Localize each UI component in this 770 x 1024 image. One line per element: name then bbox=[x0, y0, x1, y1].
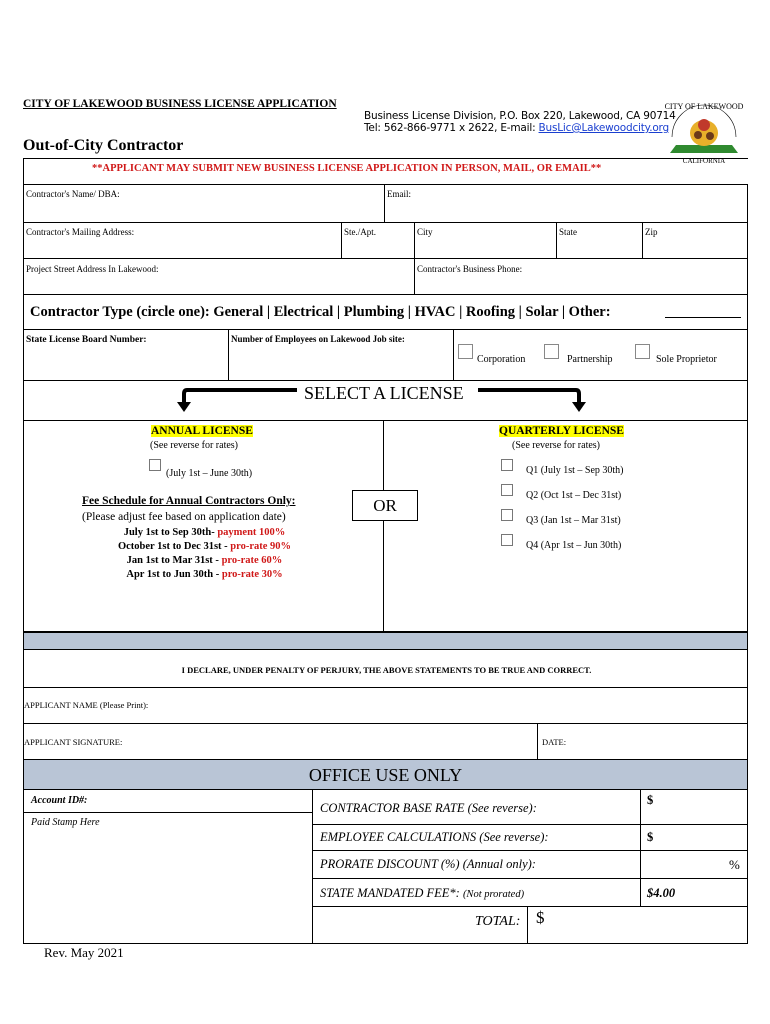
select-license-banner bbox=[23, 380, 748, 421]
dollar-sign: $ bbox=[647, 793, 654, 807]
dollar-sign: $ bbox=[647, 830, 654, 844]
left-arrow-icon bbox=[175, 386, 300, 414]
applicant-signature-field[interactable] bbox=[23, 723, 538, 760]
project-address-field[interactable] bbox=[23, 258, 415, 295]
quarterly-license-title: QUARTERLY LICENSE bbox=[499, 425, 624, 437]
q1-checkbox[interactable] bbox=[501, 459, 513, 471]
license-board-field[interactable] bbox=[23, 329, 229, 381]
base-rate-row bbox=[312, 789, 641, 825]
q3-label: Q3 (Jan 1st – Mar 31st) bbox=[526, 515, 621, 526]
employee-calc-row bbox=[312, 824, 641, 851]
declaration-text: I DECLARE, UNDER PENALTY OF PERJURY, THE ABOVE STATEMENTS TO BE TRUE AND CORRECT. bbox=[181, 665, 592, 675]
total-label: TOTAL: bbox=[475, 914, 521, 929]
fee-row: October 1st to Dec 31st - pro-rate 90% bbox=[117, 541, 292, 552]
division-address: Business License Division, P.O. Box 220, Lakewood, CA 90714 bbox=[364, 110, 676, 122]
annual-see-rates: (See reverse for rates) bbox=[150, 440, 239, 451]
business-phone-label: Contractor's Business Phone: bbox=[417, 264, 523, 274]
applicant-signature-label: APPLICANT SIGNATURE: bbox=[24, 737, 123, 747]
prorate-row bbox=[312, 850, 641, 879]
state-fee-amount: $4.00 bbox=[647, 886, 676, 900]
accent-band bbox=[23, 632, 748, 650]
sole-proprietor-label: Sole Proprietor bbox=[656, 354, 717, 365]
submission-notice: **APPLICANT MAY SUBMIT NEW BUSINESS LICENSE APPLICATION IN PERSON, MAIL, OR EMAIL** bbox=[23, 158, 748, 184]
date-label: DATE: bbox=[542, 737, 567, 747]
project-address-label: Project Street Address In Lakewood: bbox=[26, 264, 159, 274]
q2-checkbox[interactable] bbox=[501, 484, 513, 496]
q2-label: Q2 (Oct 1st – Dec 31st) bbox=[526, 490, 622, 501]
email-field[interactable] bbox=[384, 184, 748, 223]
declaration-row bbox=[23, 649, 748, 688]
email-link[interactable]: BusLic@Lakewoodcity.org bbox=[538, 122, 669, 134]
contractor-type-row bbox=[23, 294, 748, 330]
employee-calc-label: EMPLOYEE CALCULATIONS (See reverse): bbox=[320, 830, 549, 844]
corporation-checkbox[interactable] bbox=[458, 344, 473, 359]
seal-bottom-text: CALIFORNIA bbox=[682, 157, 726, 165]
mailing-address-field[interactable] bbox=[23, 222, 342, 259]
zip-label: Zip bbox=[645, 227, 658, 237]
contact-line bbox=[364, 122, 669, 134]
select-license-title: SELECT A LICENSE bbox=[304, 383, 464, 403]
partnership-checkbox[interactable] bbox=[544, 344, 559, 359]
fee-schedule-list bbox=[24, 526, 385, 582]
fee-row: Jan 1st to Mar 31st - pro-rate 60% bbox=[126, 555, 283, 566]
state-label: State bbox=[559, 227, 577, 237]
corporation-label: Corporation bbox=[477, 354, 526, 365]
base-rate-value[interactable] bbox=[640, 789, 748, 825]
fee-row: Apr 1st to Jun 30th - pro-rate 30% bbox=[126, 569, 283, 580]
city-seal-icon bbox=[662, 95, 746, 167]
quarterly-see-rates: (See reverse for rates) bbox=[512, 440, 601, 451]
form-title: CITY OF LAKEWOOD BUSINESS LICENSE APPLICATION bbox=[23, 98, 337, 110]
account-id-label: Account ID#: bbox=[31, 795, 88, 806]
q4-label: Q4 (Apr 1st – Jun 30th) bbox=[526, 540, 622, 551]
employee-calc-value[interactable] bbox=[640, 824, 748, 851]
date-field[interactable] bbox=[537, 723, 748, 760]
state-fee-value bbox=[640, 878, 748, 907]
q4-checkbox[interactable] bbox=[501, 534, 513, 546]
applicant-name-field[interactable] bbox=[23, 687, 748, 724]
applicant-name-label: APPLICANT NAME (Please Print): bbox=[24, 700, 149, 710]
sole-proprietor-checkbox[interactable] bbox=[635, 344, 650, 359]
right-arrow-icon bbox=[476, 386, 591, 414]
ste-apt-field[interactable] bbox=[341, 222, 415, 259]
tel-text: Tel: 562-866-9771 x 2622, E-mail: bbox=[364, 122, 539, 134]
total-label-cell bbox=[312, 906, 528, 944]
employees-label: Number of Employees on Lakewood Job site: bbox=[231, 334, 405, 344]
quarterly-license-panel bbox=[383, 420, 748, 632]
email-label: Email: bbox=[387, 189, 411, 199]
annual-period: (July 1st – June 30th) bbox=[166, 468, 253, 479]
dollar-sign: $ bbox=[536, 908, 545, 927]
prorate-value[interactable] bbox=[640, 850, 748, 879]
business-phone-field[interactable] bbox=[414, 258, 748, 295]
seal-top-text: CITY OF LAKEWOOD bbox=[664, 102, 744, 111]
annual-license-title: ANNUAL LICENSE bbox=[151, 425, 253, 437]
state-fee-label: STATE MANDATED FEE*: (Not prorated) bbox=[320, 886, 525, 900]
office-use-header: OFFICE USE ONLY bbox=[23, 759, 748, 790]
revision-note: Rev. May 2021 bbox=[44, 945, 124, 960]
percent-sign: % bbox=[729, 857, 740, 872]
q3-checkbox[interactable] bbox=[501, 509, 513, 521]
state-fee-row bbox=[312, 878, 641, 907]
other-type-line[interactable] bbox=[665, 317, 741, 318]
base-rate-label: CONTRACTOR BASE RATE (See reverse): bbox=[320, 801, 537, 815]
or-divider: OR bbox=[352, 490, 418, 521]
fee-schedule-title: Fee Schedule for Annual Contractors Only: bbox=[82, 495, 296, 507]
license-board-label: State License Board Number: bbox=[26, 335, 147, 345]
partnership-label: Partnership bbox=[567, 354, 613, 365]
ste-apt-label: Ste./Apt. bbox=[344, 227, 377, 237]
contractor-type-label[interactable]: Contractor Type (circle one): General | Electrical | Plumbing | HVAC | Roofing | Solar | Other: bbox=[30, 304, 611, 320]
form-name: Out-of-City Contractor bbox=[23, 137, 184, 154]
annual-license-panel bbox=[23, 420, 384, 632]
annual-license-checkbox[interactable] bbox=[149, 459, 161, 471]
paid-stamp-label: Paid Stamp Here bbox=[31, 817, 100, 828]
entity-type-group bbox=[453, 329, 748, 381]
city-field[interactable] bbox=[414, 222, 557, 259]
total-value[interactable] bbox=[527, 906, 748, 944]
fee-schedule-note: (Please adjust fee based on application date) bbox=[82, 511, 286, 523]
mailing-address-label: Contractor's Mailing Address: bbox=[26, 227, 135, 237]
contractor-name-field[interactable] bbox=[23, 184, 385, 223]
zip-field[interactable] bbox=[642, 222, 748, 259]
city-label: City bbox=[417, 227, 433, 237]
q1-label: Q1 (July 1st – Sep 30th) bbox=[526, 465, 624, 476]
fee-row: July 1st to Sep 30th- payment 100% bbox=[123, 527, 286, 538]
state-field[interactable] bbox=[556, 222, 643, 259]
contractor-name-label: Contractor's Name/ DBA: bbox=[26, 189, 120, 199]
prorate-label: PRORATE DISCOUNT (%) (Annual only): bbox=[320, 857, 536, 871]
employees-field[interactable] bbox=[228, 329, 454, 381]
paid-stamp-area bbox=[23, 789, 313, 944]
